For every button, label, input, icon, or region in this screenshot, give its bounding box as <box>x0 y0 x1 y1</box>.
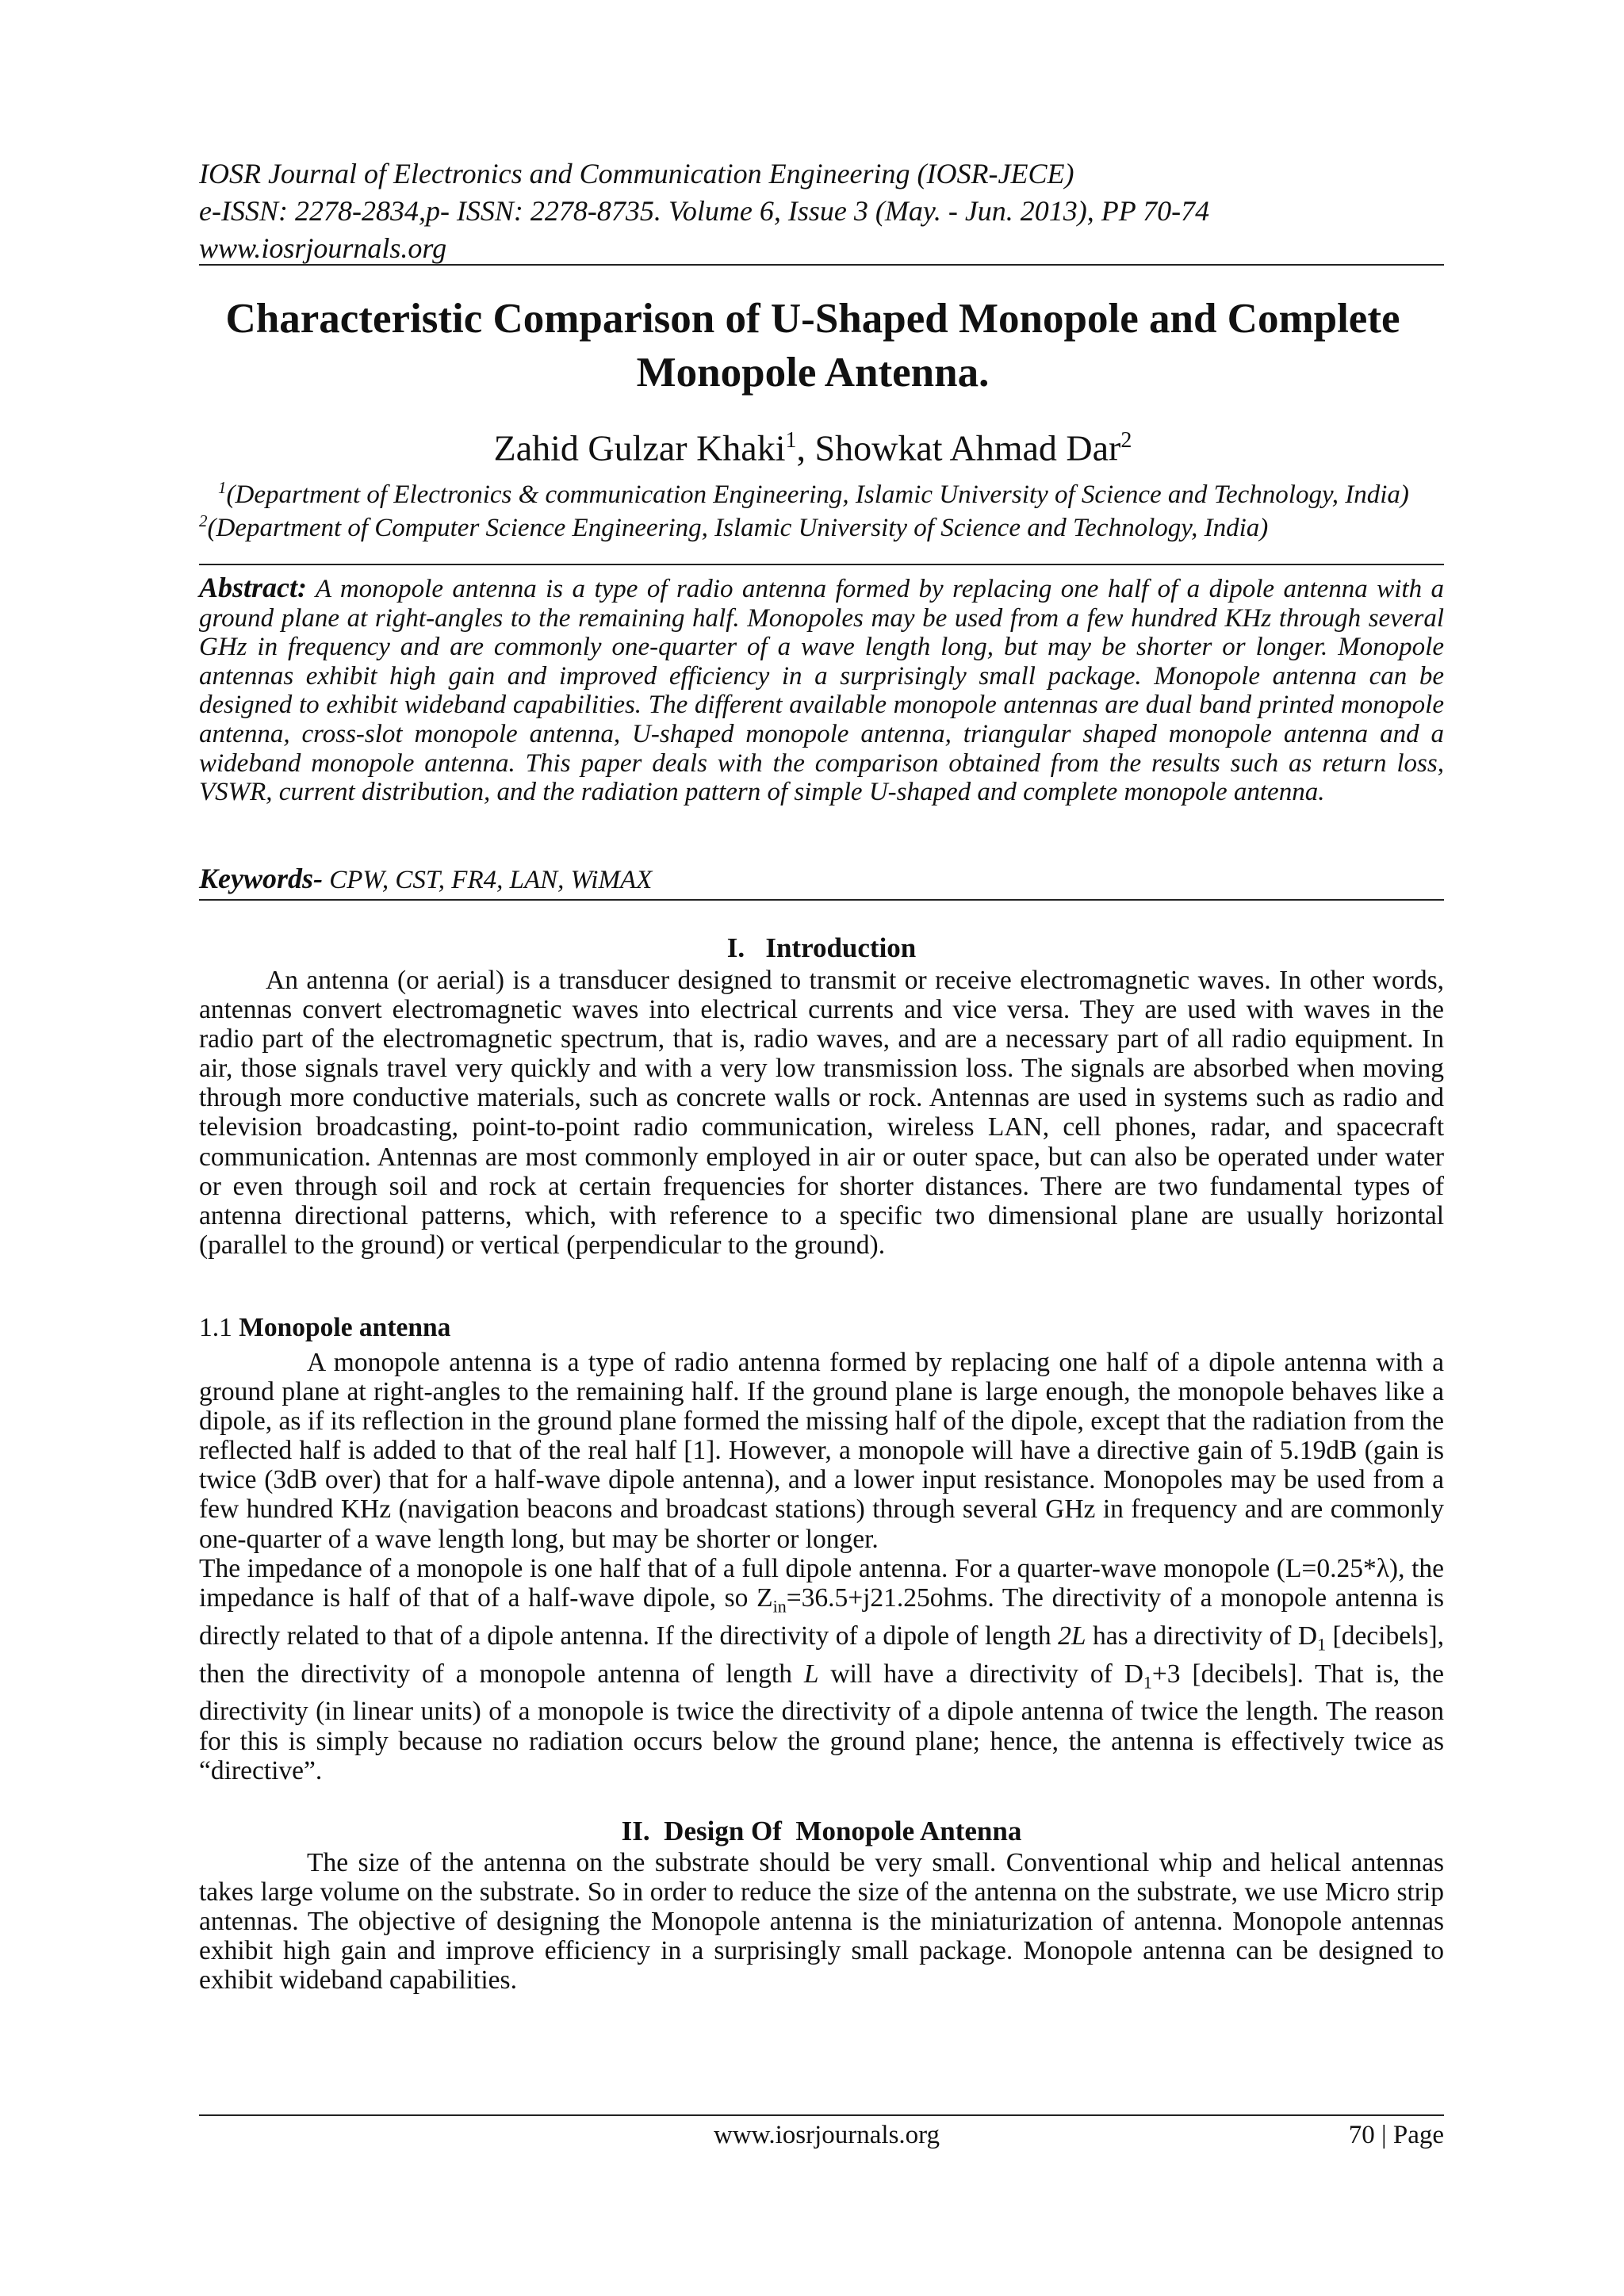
affiliation-text: (Department of Electronics & communication Engineering, Islamic University of Science and Technology, India) <box>226 480 1409 509</box>
journal-website: www.iosrjournals.org <box>199 232 447 264</box>
text-run: has a directivity of D <box>1086 1621 1318 1651</box>
author-affiliation-mark: 2 <box>1120 428 1132 453</box>
affiliation-mark: 2 <box>199 511 208 530</box>
header-rule <box>199 264 1444 266</box>
journal-header <box>199 155 1444 267</box>
footer-rule <box>199 2114 1444 2116</box>
paper-title <box>159 292 1467 400</box>
subsection-heading-monopole <box>199 1312 450 1344</box>
subscript: 1 <box>1317 1634 1327 1655</box>
subsection-number: 1.1 <box>199 1313 239 1342</box>
subsection-title: Monopole antenna <box>239 1313 451 1342</box>
subscript: 1 <box>1143 1672 1152 1693</box>
paper-title-line1: Characteristic Comparison of U-Shaped Monopole and Complete <box>225 296 1400 342</box>
section-heading-design: II. Design Of Monopole Antenna <box>621 1816 1022 1846</box>
text-run: The impedance of a monopole is one half that of a full dipole antenna. For a quarter-wave monopole (L=0.25*λ), the impedance is half of that of a half-wave dipole, so Z <box>199 1554 1444 1613</box>
section-heading-introduction: I. Introduction <box>726 932 917 963</box>
affiliation <box>199 505 1507 544</box>
abstract-label: Abstract: <box>199 572 308 603</box>
subscript: in <box>772 1596 787 1617</box>
abstract-bottom-rule <box>199 899 1444 901</box>
affiliation-text: (Department of Computer Science Engineering, Islamic University of Science and Technology, India) <box>207 514 1269 542</box>
keywords-label: Keywords- <box>199 863 323 894</box>
footer-website: www.iosrjournals.org <box>714 2121 940 2149</box>
design-paragraph: The size of the antenna on the substrate should be very small. Conventional whip and helical antennas takes large volume on the substrate. So in order to reduce the size of the antenna on the substrate, we use Micro strip antennas. The objective of designing the Monopole antenna is the miniaturization of antenna. Monopole antennas exhibit high gain and improve efficiency in a surprisingly small package. Monopole antenna can be designed to exhibit wideband capabilities. <box>199 1848 1444 1996</box>
abstract-text: A monopole antenna is a type of radio antenna formed by replacing one half of a dipole antenna with a ground plane at right-angles to the remaining half. Monopoles may be used from a few hundred KHz through several GHz in frequency and are commonly one-quarter of a wave length long, but may be shorter or longer. Monopole antennas exhibit high gain and improved efficiency in a surprisingly small package. Monopole antenna can be designed to exhibit wideband capabilities. The different available monopole antennas are dual band printed monopole antenna, cross-slot monopole antenna, U-shaped monopole antenna, triangular shaped monopole antenna and a wideband monopole antenna. This paper deals with the comparison obtained from the results such as return loss, VSWR, current distribution, and the radiation pattern of simple U-shaped and complete monopole antenna. <box>199 575 1444 807</box>
journal-issn-volume: e-ISSN: 2278-2834,p- ISSN: 2278-8735. Volume 6, Issue 3 (May. - Jun. 2013), PP 70-74 <box>199 195 1210 227</box>
footer-page-number: 70 | Page <box>1348 2121 1444 2149</box>
introduction-paragraph: An antenna (or aerial) is a transducer designed to transmit or receive electromagnetic waves. In other words, antennas convert electromagnetic waves into electrical currents and vice versa. They are used with waves in the radio part of the electromagnetic spectrum, that is, radio waves, and are a necessary part of all radio equipment. In air, those signals travel very quickly and with a very low transmission loss. The signals are absorbed when moving through more conductive materials, such as concrete walls or rock. Antennas are used in systems such as radio and television broadcasting, point-to-point radio communication, wireless LAN, cell phones, radar, and spacecraft communication. Antennas are most commonly employed in air or outer space, but can also be operated under water or even through soil and rock at certain frequencies for shorter distances. There are two fundamental types of antenna directional patterns, which, with reference to a specific two dimensional plane are usually horizontal (parallel to the ground) or vertical (perpendicular to the ground). <box>199 966 1444 1260</box>
monopole-paragraph-2 <box>199 1554 1444 1785</box>
text-run: +3 [decibels]. That is, the directivity (in linear units) of a monopole is twice the directivity of a dipole antenna of twice the length. The reason for this is simply because no radiation occurs below the ground plane; hence, the antenna is effectively twice as “directive”. <box>199 1659 1444 1785</box>
author-name: Zahid Gulzar Khaki <box>493 427 786 469</box>
paper-title-line2: Monopole Antenna. <box>636 350 990 396</box>
math-variable: 2L <box>1058 1621 1086 1651</box>
author-name: Showkat Ahmad Dar <box>814 427 1121 469</box>
math-variable: L <box>803 1659 819 1689</box>
author-affiliation-mark: 1 <box>785 428 797 453</box>
affiliation-mark: 1 <box>218 478 227 497</box>
author-separator: , <box>796 427 815 469</box>
monopole-paragraph-1: A monopole antenna is a type of radio antenna formed by replacing one half of a dipole antenna with a ground plane at right-angles to the remaining half. If the ground plane is large enough, the monopole behaves like a dipole, as if its reflection in the ground plane formed the missing half of the dipole, except that the radiation from the reflected half is added to that of the real half [1]. However, a monopole will have a directive gain of 5.19dB (gain is twice (3dB over) that for a half-wave dipole antenna), and a lower input resistance. Monopoles may be used from a few hundred KHz (navigation beacons and broadcast stations) through several GHz in frequency and are commonly one-quarter of a wave length long, but may be shorter or longer. <box>199 1348 1444 1554</box>
text-run: will have a directivity of D <box>818 1659 1143 1689</box>
author-list <box>159 419 1467 470</box>
journal-name: IOSR Journal of Electronics and Communication Engineering (IOSR-JECE) <box>199 158 1074 189</box>
text-run: =36.5+j21.25ohms. The directivity of a monopole antenna is directly related to that of a dipole antenna. If the directivity of a dipole of length <box>199 1583 1444 1651</box>
abstract-top-rule <box>199 564 1444 565</box>
keywords-text: CPW, CST, FR4, LAN, WiMAX <box>323 866 653 894</box>
text-run: [decibels], then the directivity of a monopole antenna of length <box>199 1621 1444 1689</box>
keywords <box>199 863 1444 896</box>
abstract <box>199 573 1444 807</box>
